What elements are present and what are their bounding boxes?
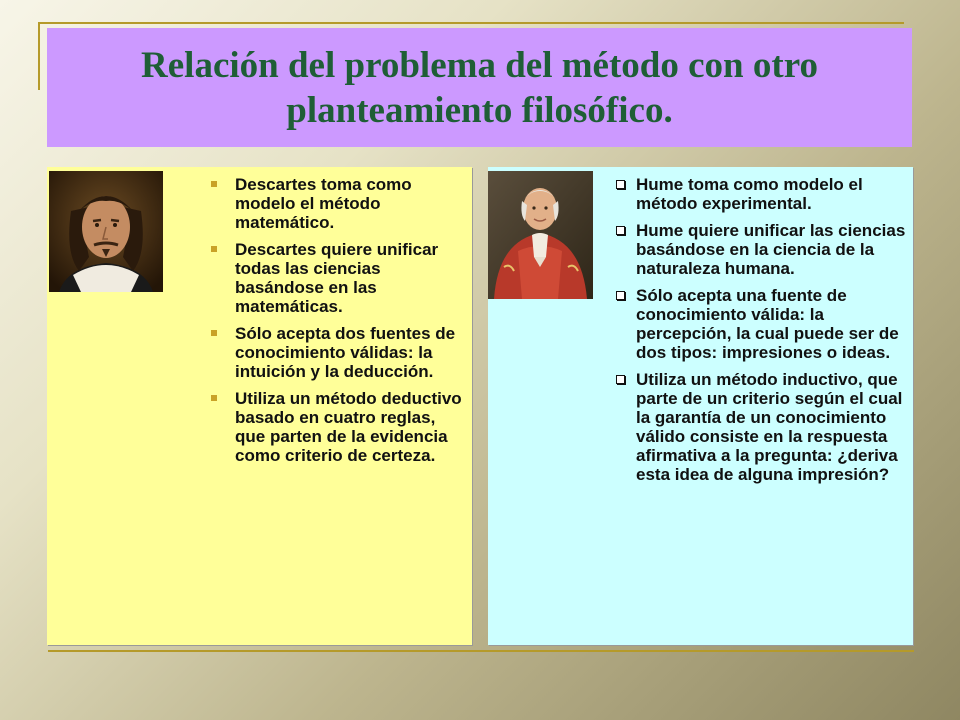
box-bullet-icon — [616, 226, 625, 235]
point-text: Utiliza un método deductivo basado en cuatro reglas, que parten de la evidencia como criterio de certeza. — [235, 389, 462, 465]
box-bullet-icon — [616, 375, 625, 384]
square-bullet-icon — [211, 181, 217, 187]
hume-portrait-image — [488, 171, 593, 299]
hume-panel — [488, 167, 913, 645]
descartes-portrait — [49, 171, 163, 292]
descartes-points — [199, 175, 464, 473]
title-box — [47, 28, 912, 147]
box-bullet-icon — [616, 180, 625, 189]
hume-portrait — [488, 171, 593, 299]
point-text: Hume toma como modelo el método experimental. — [636, 175, 863, 213]
point-text: Sólo acepta dos fuentes de conocimiento válidas: la intuición y la deducción. — [235, 324, 456, 381]
list-item — [600, 175, 907, 213]
descartes-portrait-image — [49, 171, 163, 292]
square-bullet-icon — [211, 330, 217, 336]
point-text: Descartes toma como modelo el método matemático. — [235, 175, 412, 232]
bottom-rule — [48, 650, 914, 652]
point-text: Hume quiere unificar las ciencias basándose en la ciencia de la naturaleza humana. — [636, 221, 906, 278]
list-item — [199, 389, 464, 465]
box-bullet-icon — [616, 291, 625, 300]
point-text: Utiliza un método inductivo, que parte de un criterio según el cual la garantía de un conocimiento válido consiste en la respuesta afirmativa a la pregunta: ¿deriva esta idea de alguna impresión? — [636, 370, 903, 484]
top-rule — [38, 22, 904, 24]
list-item — [199, 324, 464, 381]
square-bullet-icon — [211, 395, 217, 401]
list-item — [600, 370, 907, 484]
list-item — [199, 240, 464, 316]
list-item — [199, 175, 464, 232]
hume-points — [600, 175, 907, 492]
point-text: Sólo acepta una fuente de conocimiento válida: la percepción, la cual puede ser de dos tipos: impresiones o ideas. — [636, 286, 899, 362]
slide-title: Relación del problema del método con otro planteamiento filosófico. — [141, 44, 818, 131]
descartes-panel — [47, 167, 472, 645]
point-text: Descartes quiere unificar todas las ciencias basándose en las matemáticas. — [235, 240, 439, 316]
left-vertical-rule — [38, 22, 40, 90]
list-item — [600, 221, 907, 278]
square-bullet-icon — [211, 246, 217, 252]
list-item — [600, 286, 907, 362]
